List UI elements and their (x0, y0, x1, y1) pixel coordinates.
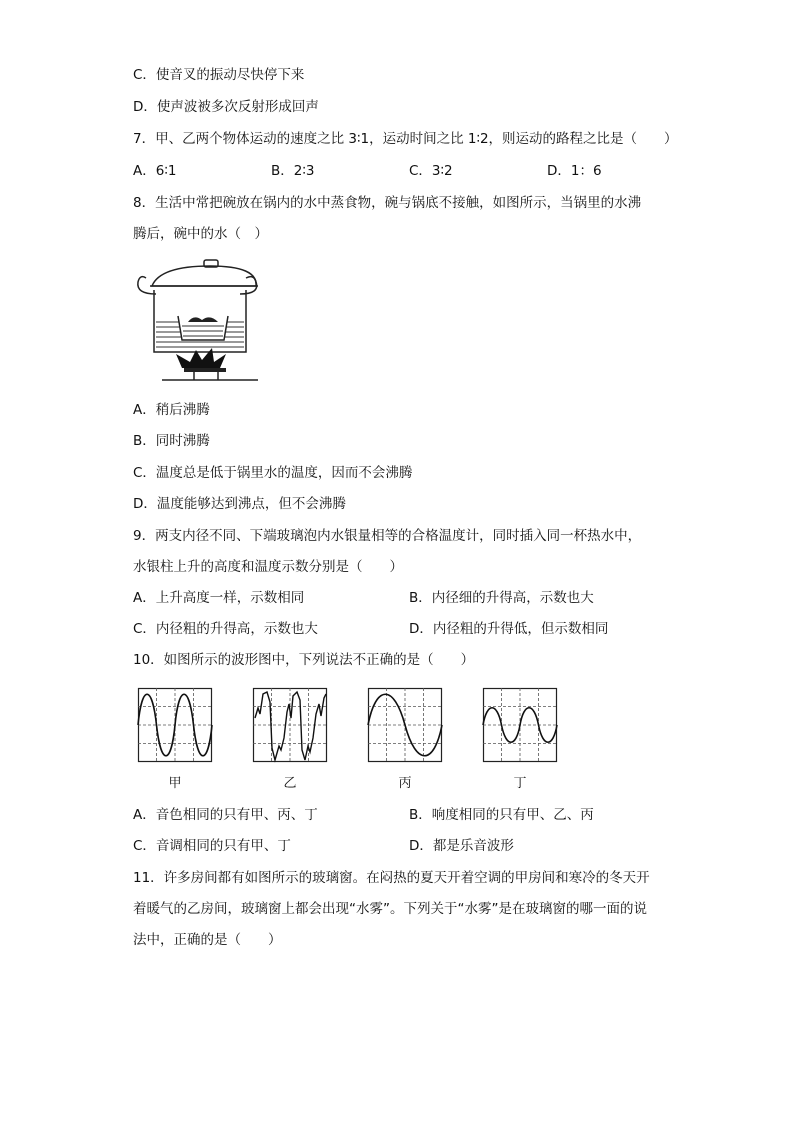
q7-option-a: A．6∶1 (133, 163, 177, 179)
waveform-jia (138, 688, 212, 762)
waveform-label-bing: 丙 (398, 776, 412, 791)
q6-option-d: D．使声波被多次反射形成回声 (133, 99, 319, 115)
q10-option-a: A．音色相同的只有甲、丙、丁 (133, 807, 318, 823)
waveform-label-yi: 乙 (283, 776, 297, 791)
waveform-label-ding: 丁 (513, 776, 527, 791)
q9-option-b: B．内径细的升得高，示数也大 (409, 590, 594, 606)
waveform-bing (368, 688, 442, 762)
q9-stem-line2: 水银柱上升的高度和温度示数分别是（ ） (133, 559, 403, 575)
q11-stem-line2: 着暖气的乙房间，玻璃窗上都会出现“水雾”。下列关于“水雾”是在玻璃窗的哪一面的说 (133, 901, 647, 917)
waveform-label-jia: 甲 (168, 776, 182, 791)
q8-stem-line2: 腾后，碗中的水（ ） (133, 226, 268, 242)
waveform-ding (483, 688, 557, 762)
q7-stem: 7．甲、乙两个物体运动的速度之比 3∶1，运动时间之比 1∶2，则运动的路程之比是（ ） (133, 131, 678, 147)
q8-option-b: B．同时沸腾 (133, 433, 210, 449)
q8-option-a: A．稍后沸腾 (133, 402, 210, 418)
q8-option-c: C．温度总是低于锅里水的温度，因而不会沸腾 (133, 465, 413, 481)
q9-option-a: A．上升高度一样，示数相同 (133, 590, 305, 606)
q10-option-b: B．响度相同的只有甲、乙、丙 (409, 807, 594, 823)
q8-option-d: D．温度能够达到沸点，但不会沸腾 (133, 496, 346, 512)
q9-option-c: C．内径粗的升得高，示数也大 (133, 621, 318, 637)
q10-option-c: C．音调相同的只有甲、丁 (133, 838, 291, 854)
q9-option-d: D．内径粗的升得低，但示数相同 (409, 621, 609, 637)
waveform-yi (253, 688, 327, 762)
q7-option-c: C．3∶2 (409, 163, 453, 179)
q10-stem: 10．如图所示的波形图中，下列说法不正确的是（ ） (133, 652, 475, 668)
q7-option-d: D．1：6 (547, 163, 602, 179)
q11-stem-line3: 法中，正确的是（ ） (133, 932, 282, 948)
q7-option-b: B．2∶3 (271, 163, 315, 179)
pot-on-stove-figure (132, 256, 260, 386)
q6-option-c: C．使音叉的振动尽快停下来 (133, 67, 305, 83)
q10-option-d: D．都是乐音波形 (409, 838, 514, 854)
q8-stem-line1: 8．生活中常把碗放在锅内的水中蒸食物，碗与锅底不接触，如图所示，当锅里的水沸 (133, 195, 642, 211)
q9-stem-line1: 9．两支内径不同、下端玻璃泡内水银量相等的合格温度计，同时插入同一杯热水中， (133, 528, 642, 544)
q11-stem-line1: 11．许多房间都有如图所示的玻璃窗。在闷热的夏天开着空调的甲房间和寒冷的冬天开 (133, 870, 650, 886)
